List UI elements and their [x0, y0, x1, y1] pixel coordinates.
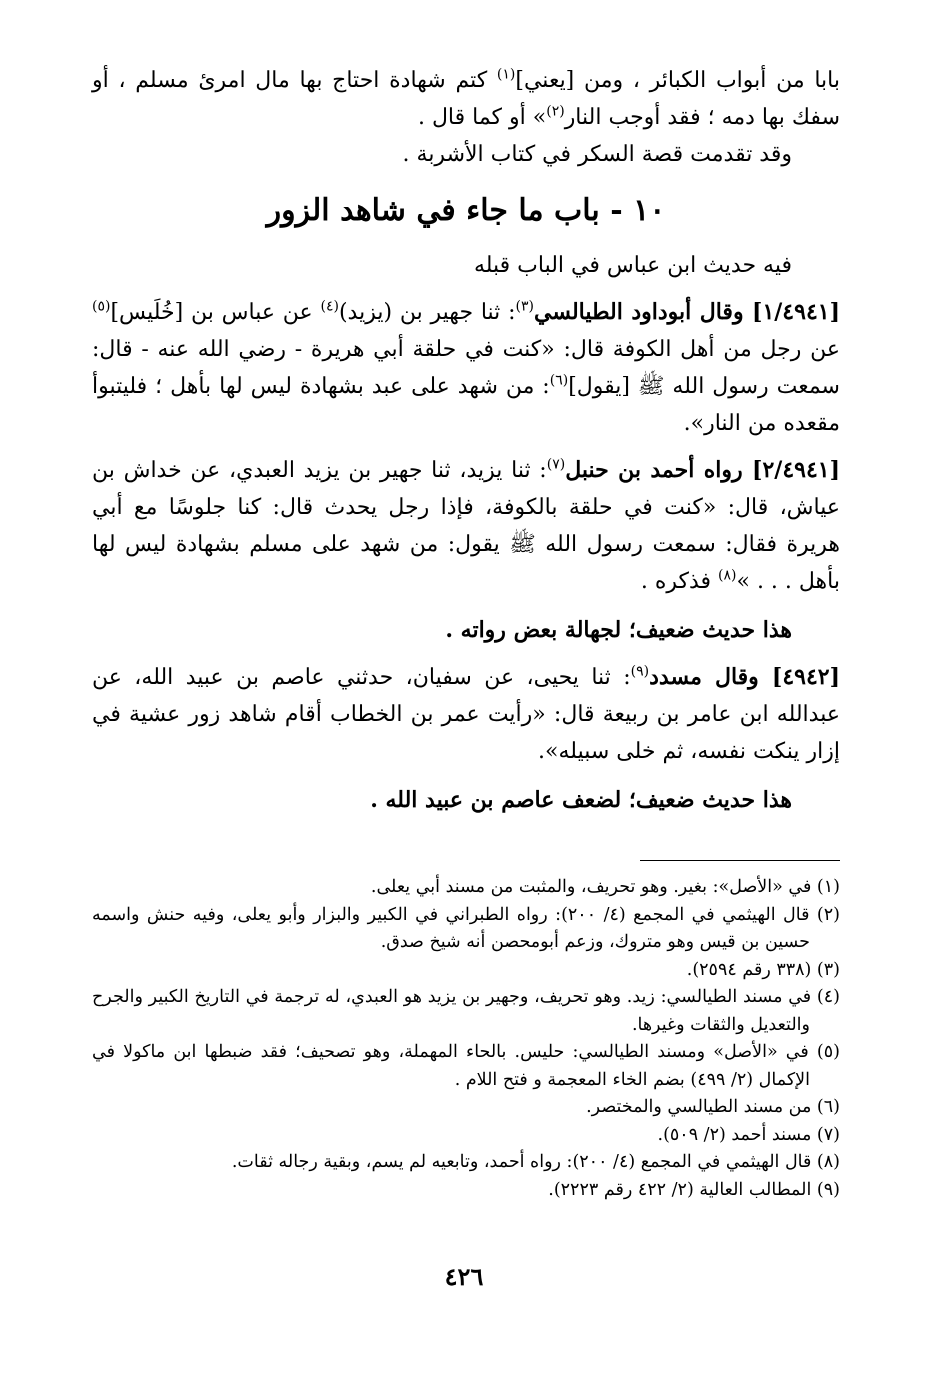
hadith-narrator: وقال أبوداود الطيالسي: [534, 299, 753, 325]
footnote: (٢) قال الهيثمي في المجمع (٤/ ٢٠٠): رواه الطبراني في الكبير والبزار وأبو يعلى، وفيه حنش واسمه حسين بن قيس وهو متروك، وزعم أبومحصن أنه شيخ صدق.: [92, 904, 840, 952]
hadith-text: : ثنا جهير بن (يزيد): [338, 300, 516, 325]
footnote: (٦) من مسند الطيالسي والمختصر.: [586, 1097, 840, 1117]
hadith-text: عن عباس بن [خُلَيس]: [110, 300, 321, 325]
footnote-ref: (٥): [92, 298, 111, 315]
hadith-text: فذكره .: [640, 569, 719, 594]
hadith-2: [92, 452, 840, 600]
hadith-number: [٢/٤٩٤١]: [752, 457, 841, 483]
hadith-text: عن رجل من أهل الكوفة قال: «كنت في حلقة أبي هريرة - رضي الله عنه - قال: سمعت رسول الله ﷺ [يقول]: [92, 337, 840, 399]
intro-paragraph: [92, 62, 840, 136]
footnote-ref: (٣): [515, 298, 534, 315]
hadith-text: : ثنا يزيد، ثنا جهير بن يزيد العبدي، عن خداش بن عياش، قال: «كنت في حلقة بالكوفة، فإذا رجل يحدث قال: كنا جلوسًا مع أبي هريرة فقال: سمعت رسول الله ﷺ يقول: من شهد على مسلم بشهادة ليس لها بأهل . . . »: [92, 458, 840, 594]
footnote-separator: [640, 860, 840, 861]
intro-text-1: بابا من أبواب الكبائر ، ومن [يعني]: [515, 68, 840, 93]
hadith-text: : ثنا يحيى، عن سفيان، حدثني عاصم بن عبيد الله، عن عبدالله ابن عامر بن ربيعة قال: «رأيت عمر بن الخطاب أقام شاهد زور عشية في إزار ينكت نفسه، ثم خلى سبيله».: [92, 665, 840, 764]
footnotes: [92, 874, 840, 1204]
footnote: (٨) قال الهيثمي في المجمع (٤/ ٢٠٠): رواه أحمد، وتابعيه لم يسم، وبقية رجاله ثقات.: [231, 1152, 840, 1172]
intro-text-3: » أو كما قال .: [417, 105, 547, 130]
footnote: (١) في «الأصل»: بغير. وهو تحريف، والمثبت من مسند أبي يعلى.: [370, 877, 840, 897]
page-body: [92, 62, 840, 819]
footnote: (٥) في «الأصل» ومسند الطيالسي: حليس. بالحاء المهملة، وهو تصحيف؛ فقد ضبطها ابن ماكولا في الإكمال (٢/ ٤٩٩) بضم الخاء المعجمة و فتح اللام .: [92, 1042, 840, 1090]
footnote-ref: (٩): [630, 663, 650, 680]
hadith-grade: هذا حديث ضعيف؛ لضعف عاصم بن عبيد الله .: [370, 787, 792, 813]
hadith-3: [92, 659, 840, 770]
footnote-ref: (٢): [546, 103, 565, 120]
footnote: (٣) (٣٣٨ رقم ٢٥٩٤).: [686, 959, 840, 980]
footnote-ref: (١): [496, 66, 516, 83]
hadith-number: [٤٩٤٢]: [771, 664, 840, 690]
chapter-title: ١٠ - باب ما جاء في شاهد الزور: [266, 193, 666, 228]
footnote-ref: (٤): [320, 298, 339, 315]
intro-note: وقد تقدمت قصة السكر في كتاب الأشربة .: [402, 142, 792, 167]
main-text: [92, 62, 840, 819]
hadith-text: : من شهد على عبد بشهادة ليس لها بأهل ؛ فليتبوأ مقعده من النار».: [92, 374, 840, 436]
hadith-narrator: رواه أحمد بن حنبل: [565, 457, 753, 483]
page-number: ٤٢٦: [444, 1262, 484, 1291]
intro-text-2: كتم شهادة احتاج بها مال امرئ مسلم ، أو سفك بها دمه ؛ فقد أوجب النار: [92, 68, 840, 130]
chapter-subtitle: فيه حديث ابن عباس في الباب قبله: [473, 253, 792, 278]
footnote: (٤) في مسند الطيالسي: زيد. وهو تحريف، وجهير بن يزيد هو العبدي، له ترجمة في التاريخ الكبير والجرح والتعديل والثقات وغيرها.: [92, 987, 840, 1035]
hadith-number: [١/٤٩٤١]: [752, 299, 840, 325]
footnote: (٩) المطالب العالية (٢/ ٤٢٢ رقم ٢٢٢٣).: [548, 1179, 840, 1200]
hadith-narrator: وقال مسدد: [649, 664, 772, 690]
footnote-ref: (٧): [546, 456, 566, 473]
footnote-ref: (٦): [549, 372, 569, 389]
footnote: (٧) مسند أحمد (٢/ ٥٠٩).: [657, 1124, 840, 1145]
footnote-ref: (٨): [718, 567, 737, 584]
hadith-1: [92, 294, 840, 442]
hadith-grade: هذا حديث ضعيف؛ لجهالة بعض رواته .: [445, 617, 792, 643]
